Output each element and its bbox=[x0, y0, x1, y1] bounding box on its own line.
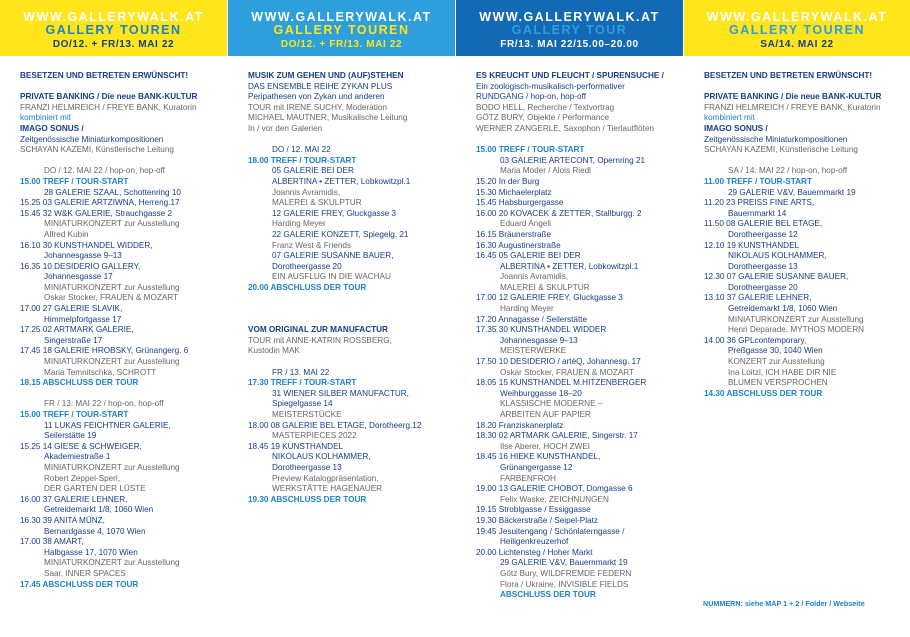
schedule-line: 17.20 Annagasse / Seilerstätte bbox=[476, 314, 588, 324]
schedule-line: BESETZEN UND BETRETEN ERWÜNSCHT! bbox=[704, 71, 873, 80]
schedule-line: Seilerstätte 19 bbox=[44, 431, 97, 441]
schedule-line: Akademiestraße 1 bbox=[44, 452, 111, 462]
schedule-line: kombiniert mit bbox=[20, 113, 71, 123]
schedule-line: MEISTERWERKE bbox=[500, 346, 567, 356]
schedule-line: Oskar Stocker, FRAUEN & MOZART bbox=[44, 293, 179, 303]
schedule-line: 18.00 08 GALERIE BEL ETAGE, Dorotheerg.12 bbox=[248, 420, 422, 430]
schedule-line: ARBEITEN AUF PAPIER bbox=[500, 410, 591, 419]
header-url[interactable]: WWW.GALLERYWALK.AT bbox=[251, 10, 432, 24]
schedule-line: Johannesgasse 9–13 bbox=[500, 335, 578, 345]
schedule-line: 14.30 ABSCHLUSS DER TOUR bbox=[704, 388, 823, 398]
schedule-line: Alfred Kubin bbox=[44, 229, 89, 239]
schedule-line: 12 GALERIE FREY, Gluckgasse 3 bbox=[272, 208, 397, 218]
schedule-line: 18.20 Franziskanerplatz bbox=[476, 420, 564, 430]
schedule-line: 28 GALERIE SZAAL, Schottenring 10 bbox=[44, 187, 181, 197]
schedule-line: 15.20 In der Burg bbox=[476, 176, 540, 186]
schedule-line: 15.25 03 GALERIE ARTZIWNA, Herreng.17 bbox=[20, 198, 180, 208]
schedule-line: DO / 12. MAI 22 bbox=[272, 145, 331, 155]
spacer bbox=[20, 389, 219, 400]
schedule-line: 29 GALERIE V&V, Bauernmarkt 19 bbox=[728, 187, 856, 197]
schedule-line: FRANZI HELMREICH / FREYE BANK, Kuratorin bbox=[20, 102, 197, 112]
spacer bbox=[248, 135, 447, 146]
schedule-line: WERNER ZANGERLE, Saxophon / Tierlautflöten bbox=[476, 123, 654, 133]
schedule-line: FR / 13. MAI 22 / hop-on, hop-off bbox=[44, 399, 164, 409]
schedule-line: Ina Loitzl, ICH HABE DIR NIE bbox=[728, 367, 837, 377]
schedule-line: PRIVATE BANKING / Die neue BANK-KULTUR bbox=[20, 92, 198, 102]
schedule-line: 15.00 TREFF / TOUR-START bbox=[20, 176, 129, 186]
schedule-line: Ein zoologisch-musikalisch-performativer bbox=[476, 81, 625, 91]
schedule-line: 15.30 Michaelerplatz bbox=[476, 187, 552, 197]
spacer bbox=[248, 315, 447, 326]
column-3-body bbox=[456, 56, 683, 601]
schedule-line: 03 GALERIE ARTECONT, Opernring 21 bbox=[500, 155, 646, 165]
schedule-line: 19.30 Bäckerstraße / Seipel-Platz bbox=[476, 515, 598, 525]
schedule-line: 16.00 20 KOVACEK & ZETTER, Stallburgg. 2 bbox=[476, 208, 642, 218]
schedule-line: 16.10 30 KUNSTHANDEL WIDDER, bbox=[20, 240, 153, 250]
schedule-line: KLASSISCHE MODERNE – bbox=[500, 399, 603, 409]
spacer bbox=[20, 82, 219, 93]
header-url[interactable]: WWW.GALLERYWALK.AT bbox=[23, 10, 204, 24]
schedule-line: VOM ORIGINAL ZUR MANUFACTUR bbox=[248, 325, 388, 335]
schedule-line: 17.50 10 DESIDERIO / artèQ, Johannesg. 17 bbox=[476, 357, 641, 367]
schedule-line: Singerstraße 17 bbox=[44, 335, 103, 345]
schedule-line: DO / 12. MAI 22 / hop-on, hop-off bbox=[44, 166, 165, 176]
schedule-line: Dorotheergasse 20 bbox=[272, 261, 342, 271]
schedule-line: Johannesgasse 9–13 bbox=[44, 251, 122, 261]
column-1-header bbox=[0, 0, 227, 56]
schedule-line: BODO HELL, Recherche / Textvortrag bbox=[476, 102, 615, 112]
schedule-line: 18.45 16 HIEKE KUNSTHANDEL, bbox=[476, 452, 601, 462]
schedule-line: FR / 13. MAI 22 bbox=[272, 367, 330, 377]
schedule-line: 11.20 23 PREISS FINE ARTS, bbox=[704, 198, 815, 208]
schedule-line: SCHAYAN KAZEMI, Künstlerische Leitung bbox=[704, 145, 858, 155]
schedule-line: ALBERTINA ▪ ZETTER, Lobkowitzpl.1 bbox=[272, 176, 411, 186]
header-title: GALLERY TOUREN bbox=[45, 23, 182, 37]
schedule-line: MINIATURKONZERT zur Ausstellung bbox=[44, 282, 180, 292]
schedule-line: Getreidemarkt 1/8, 1060 Wien bbox=[44, 505, 154, 515]
schedule-line: Henri Deparade, MYTHOS MODERN bbox=[728, 325, 865, 335]
schedule-line: KONZERT zur Ausstellung bbox=[728, 357, 825, 367]
schedule-line: 15.00 TREFF / TOUR-START bbox=[20, 410, 129, 419]
schedule-line: 17.00 27 GALERIE SLAVIK, bbox=[20, 304, 123, 314]
header-date: SA/14. MAI 22 bbox=[760, 39, 834, 50]
column-1 bbox=[0, 0, 227, 637]
schedule-line: 16.45 05 GALERIE BEI DER bbox=[476, 251, 581, 261]
header-title: GALLERY TOUR bbox=[511, 23, 628, 37]
schedule-line: DAS ENSEMBLE REIHE ZYKAN PLUS bbox=[248, 81, 393, 91]
header-date: DO/12. + FR/13. MAI 22 bbox=[280, 39, 403, 50]
column-2-header bbox=[228, 0, 455, 56]
schedule-line: 31 WIENER SILBER MANUFACTUR, bbox=[272, 388, 409, 398]
schedule-line: MINIATURKONZERT zur Ausstellung bbox=[728, 314, 864, 324]
schedule-line: 20.00 ABSCHLUSS DER TOUR bbox=[248, 282, 367, 292]
spacer bbox=[248, 293, 447, 304]
schedule-line: 17.00 12 GALERIE FREY, Gluckgasse 3 bbox=[476, 293, 623, 303]
schedule-line: Saar, INNER SPACES bbox=[44, 568, 126, 578]
column-1-body bbox=[0, 56, 227, 590]
schedule-line: kombiniert mit bbox=[704, 113, 755, 123]
schedule-line: Weihburggasse 18–20 bbox=[500, 388, 582, 398]
schedule-line: WERKSTÄTTE HAGENAUER bbox=[272, 484, 383, 494]
schedule-line: 19.45 Jesuitengang / Schönlaterngasse / bbox=[476, 526, 625, 536]
schedule-line: 18.30 02 ARTMARK GALERIE, Singerstr. 17 bbox=[476, 431, 638, 441]
schedule-line: In / vor den Galerien bbox=[248, 123, 323, 133]
schedule-line: IMAGO SONUS / bbox=[704, 123, 768, 133]
schedule-line: 15.00 TREFF / TOUR-START bbox=[476, 145, 585, 155]
schedule-line: BESETZEN UND BETRETEN ERWÜNSCHT! bbox=[20, 71, 189, 80]
schedule-line: MICHAEL MAUTNER, Musikalische Leitung bbox=[248, 113, 408, 123]
schedule-line: Halbgasse 17, 1070 Wien bbox=[44, 547, 138, 557]
schedule-line: FRANZI HELMREICH / FREYE BANK, Kuratorin bbox=[704, 102, 881, 112]
schedule-line: RUNDGANG / hop-on, hop-off bbox=[476, 92, 586, 102]
schedule-line: EIN AUSFLUG IN DIE WACHAU bbox=[272, 272, 391, 282]
schedule-line: Preßgasse 30, 1040 Wien bbox=[728, 346, 823, 356]
schedule-line: Peripathesen von Zykan und anderen bbox=[248, 92, 385, 102]
schedule-line: 15.25 14 GIESE & SCHWEIGER, bbox=[20, 441, 142, 451]
schedule-line: MINIATURKONZERT zur Ausstellung bbox=[44, 462, 180, 472]
schedule-line: Flora / Ukraine, INVISIBLE FIELDS bbox=[500, 579, 629, 589]
schedule-line: 13.10 37 GALERIE LEHNER, bbox=[704, 293, 812, 303]
schedule-line: ABSCHLUSS DER TOUR bbox=[500, 590, 596, 600]
schedule-line: ES KREUCHT UND FLEUCHT / SPURENSUCHE / bbox=[476, 71, 664, 80]
schedule-line: Harding Meyer bbox=[272, 219, 326, 229]
schedule-line: 19.30 ABSCHLUSS DER TOUR bbox=[248, 494, 367, 504]
schedule-line: Felix Waske, ZEICHNUNGEN bbox=[500, 494, 609, 504]
schedule-line: Dorotheergasse 12 bbox=[728, 229, 798, 239]
spacer bbox=[476, 135, 675, 146]
schedule-line: NIKOLAUS KOLHAMMER, bbox=[272, 452, 371, 462]
schedule-line: 19.15 Stroblgasse / Essiggasse bbox=[476, 505, 591, 515]
schedule-line: 17.25 02 ARTMARK GALERIE, bbox=[20, 325, 134, 335]
schedule-line: 29 GALERIE V&V, Bauernmarkt 19 bbox=[500, 558, 628, 568]
schedule-line: Zeitgenössische Miniaturkompositionen bbox=[20, 134, 164, 144]
schedule-line: Götz Bury, WILDFREMDE FEDERN bbox=[500, 568, 632, 578]
schedule-line: Kustodin MAK bbox=[248, 346, 300, 356]
schedule-line: Maria Temnitschka, SCHROTT bbox=[44, 367, 157, 377]
schedule-line: 17.45 18 GALERIE HROBSKY, Grünangerg. 6 bbox=[20, 346, 189, 356]
schedule-line: 16.00 37 GALERIE LEHNER, bbox=[20, 494, 128, 504]
schedule-line: 20.00 Lichtensteg / Hoher Markt bbox=[476, 547, 593, 557]
schedule-line: 11 LUKAS FEICHTNER GALERIE, bbox=[44, 420, 171, 430]
schedule-line: Dorotheergasse 20 bbox=[728, 282, 798, 292]
column-3 bbox=[456, 0, 683, 637]
schedule-line: Bernardgasse 4, 1070 Wien bbox=[44, 526, 146, 536]
column-4-header bbox=[684, 0, 910, 56]
footer-note: NUMMERN: siehe MAP 1 + 2 / Folder / Webseite bbox=[703, 599, 865, 608]
header-url[interactable]: WWW.GALLERYWALK.AT bbox=[706, 10, 888, 24]
schedule-line: Franz West & Friends bbox=[272, 240, 352, 250]
header-date: FR/13. MAI 22/15.00–20.00 bbox=[500, 39, 639, 50]
schedule-line: 17.30 TREFF / TOUR-START bbox=[248, 378, 357, 388]
schedule-line: Spiegelgasse 14 bbox=[272, 399, 333, 409]
schedule-line: FARBENFROH bbox=[500, 473, 556, 483]
schedule-line: Bauernmarkt 14 bbox=[728, 208, 787, 218]
header-date: DO/12. + FR/13. MAI 22 bbox=[52, 39, 175, 50]
schedule-line: 17.00 38 AMART, bbox=[20, 537, 84, 547]
spacer bbox=[20, 156, 219, 167]
schedule-line: Oskar Stocker, FRAUEN & MOZART bbox=[500, 367, 635, 377]
schedule-line: 16.30 39 ANITA MÜNZ, bbox=[20, 515, 105, 525]
schedule-line: MEISTERSTÜCKE bbox=[272, 410, 342, 419]
schedule-line: BLUMEN VERSPROCHEN bbox=[728, 378, 828, 388]
schedule-line: 11.00 TREFF / TOUR-START bbox=[704, 176, 812, 186]
schedule-line: DER GARTEN DER LÜSTE bbox=[44, 484, 146, 494]
schedule-line: Zeitgenössische Miniaturkompositionen bbox=[704, 134, 848, 144]
header-title: GALLERY TOUREN bbox=[273, 23, 410, 37]
schedule-line: MALEREI & SKULPTUR bbox=[500, 282, 590, 292]
schedule-line: 07 GALERIE SUSANNE BAUER, bbox=[272, 251, 394, 261]
column-2-body bbox=[228, 56, 455, 505]
schedule-line: Dorotheergasse 13 bbox=[272, 462, 342, 472]
schedule-line: MASTERPIECES 2022 bbox=[272, 431, 357, 441]
schedule-line: MINIATURKONZERT zur Ausstellung bbox=[44, 219, 180, 229]
schedule-line: Getreidemarkt 1/8, 1060 Wien bbox=[728, 304, 838, 314]
schedule-line: IMAGO SONUS / bbox=[20, 123, 84, 133]
schedule-line: 16.35 10 DESIDERIO GALLERY, bbox=[20, 261, 141, 271]
schedule-line: SCHAYAN KAZEMI, Künstlerische Leitung bbox=[20, 145, 174, 155]
schedule-line: PRIVATE BANKING / Die neue BANK-KULTUR bbox=[704, 92, 882, 102]
schedule-line: SA / 14. MAI 22 / hop-on, hop-off bbox=[728, 166, 848, 176]
schedule-line: Joannis Avramidis, bbox=[500, 272, 569, 282]
schedule-line: 19.00 13 GALERIE CHOBOT, Domgasse 6 bbox=[476, 484, 633, 494]
schedule-line: 18.00 TREFF / TOUR-START bbox=[248, 155, 357, 165]
schedule-line: 16.30 Augustinerstraße bbox=[476, 240, 561, 250]
schedule-line: 17.45 ABSCHLUSS DER TOUR bbox=[20, 579, 139, 589]
column-4 bbox=[684, 0, 910, 637]
schedule-line: Eduard Angeli bbox=[500, 219, 551, 229]
schedule-line: Robert Zeppel-Sperl, bbox=[44, 473, 120, 483]
schedule-line: Johannesgasse 17 bbox=[44, 272, 113, 282]
schedule-line: MUSIK ZUM GEHEN UND (AUF)STEHEN bbox=[248, 71, 404, 80]
schedule-line: TOUR mit IRENE SUCHY, Moderation bbox=[248, 102, 387, 112]
schedule-line: ALBERTINA ▪ ZETTER, Lobkowitzpl.1 bbox=[500, 261, 639, 271]
schedule-line: Maria Moder / Alois Riedl bbox=[500, 166, 592, 176]
schedule-line: 22 GALERIE KONZETT, Spiegelg. 21 bbox=[272, 229, 409, 239]
schedule-line: 12.10 19 KUNSTHANDEL bbox=[704, 240, 800, 250]
schedule-line: 14.00 36 GPLcontemporary, bbox=[704, 335, 807, 345]
spacer bbox=[248, 357, 447, 368]
schedule-line: Ilse Aberer, HOCH ZWEI bbox=[500, 441, 591, 451]
column-2 bbox=[228, 0, 455, 637]
schedule-line: MINIATURKONZERT zur Ausstellung bbox=[44, 558, 180, 568]
schedule-line: Joannis Avramidis, bbox=[272, 187, 341, 197]
schedule-line: 18.45 19 KUNSTHANDEL bbox=[248, 441, 344, 451]
schedule-line: MALEREI & SKULPTUR bbox=[272, 198, 362, 208]
schedule-line: Himmelpfortgasse 17 bbox=[44, 314, 122, 324]
schedule-line: 16.15 Bräunerstraße bbox=[476, 229, 552, 239]
schedule-line: 11.50 08 GALERIE BEL ETAGE, bbox=[704, 219, 823, 229]
schedule-line: Dorotheergasse 13 bbox=[728, 261, 798, 271]
header-url[interactable]: WWW.GALLERYWALK.AT bbox=[479, 10, 660, 24]
schedule-line: 18.15 ABSCHLUSS DER TOUR bbox=[20, 378, 139, 388]
spacer bbox=[704, 82, 902, 93]
schedule-line: 12.30 07 GALERIE SUSANNE BAUER, bbox=[704, 272, 849, 282]
column-4-body bbox=[684, 56, 910, 399]
schedule-line: 17.35 30 KUNSTHANDEL WIDDER bbox=[476, 325, 607, 335]
schedule-line: MINIATURKONZERT zur Ausstellung bbox=[44, 357, 180, 367]
schedule-line: 18.05 15 KUNSTHANDEL M.HITZENBERGER bbox=[476, 378, 647, 388]
header-title: GALLERY TOUREN bbox=[728, 23, 866, 37]
schedule-line: GÖTZ BURY, Objekte / Performance bbox=[476, 113, 610, 123]
spacer bbox=[248, 304, 447, 315]
schedule-line: Harding Meyer bbox=[500, 304, 554, 314]
schedule-line: 15.45 Habsburgergasse bbox=[476, 198, 564, 208]
schedule-line: Preview Katalogpräsentation, bbox=[272, 473, 379, 483]
schedule-line: 05 GALERIE BEI DER bbox=[272, 166, 354, 176]
schedule-line: NIKOLAUS KOLHAMMER, bbox=[728, 251, 827, 261]
column-3-header bbox=[456, 0, 683, 56]
spacer bbox=[704, 156, 902, 167]
schedule-line: Grünangergasse 12 bbox=[500, 462, 573, 472]
schedule-line: TOUR mit ANNE-KATRIN ROSSBERG, bbox=[248, 335, 392, 345]
schedule-line: 15.45 32 W&K GALERIE, Strauchgasse 2 bbox=[20, 208, 173, 218]
schedule-line: Heiligenkreuzerhof bbox=[500, 537, 569, 547]
